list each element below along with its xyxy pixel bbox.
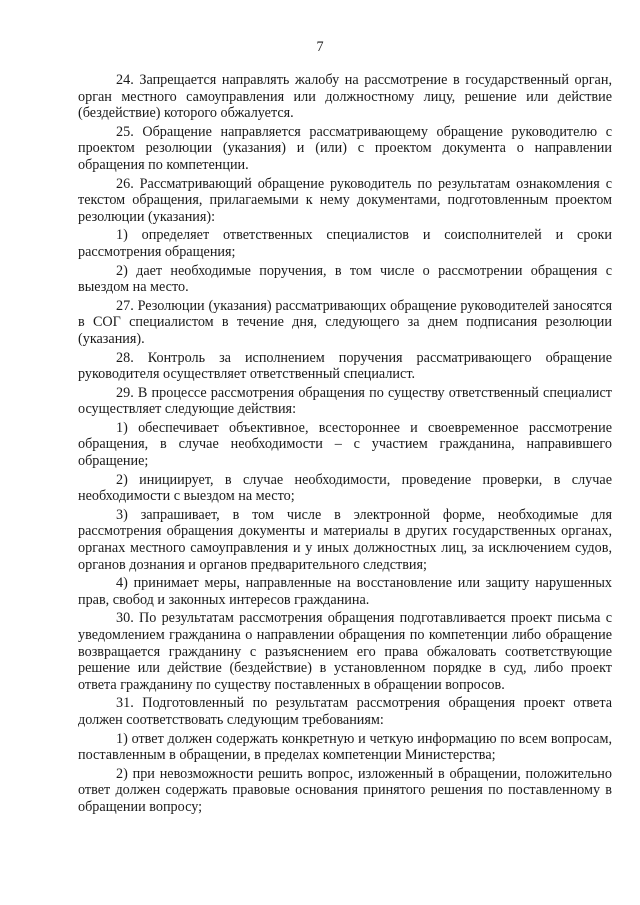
paragraph-31-item-2: 2) при невозможности решить вопрос, изложенный в обращении, положительно ответ должен содержать правовые основания принятого решения по поставленному в обращении вопросу; [78, 765, 612, 815]
paragraph-29-item-1: 1) обеспечивает объективное, всестороннее и своевременное рассмотрение обращения, в случае необходимости – с участием гражданина, направившего обращение; [78, 419, 612, 470]
paragraph-29: 29. В процессе рассмотрения обращения по существу ответственный специалист осуществляет следующие действия: [78, 384, 612, 418]
paragraph-30: 30. По результатам рассмотрения обращения подготавливается проект письма с уведомлением гражданина о направлении обращения по компетенции либо обращение возвращается гражданину с разъяснением его права обжаловать соответствующие решение или действие (бездействие) в установленном порядке в суд, либо проект ответа гражданину по существу поставленных в обращении вопросов. [78, 610, 612, 693]
paragraph-26: 26. Рассматривающий обращение руководитель по результатам ознакомления с текстом обращения, прилагаемыми к нему документами, подготовленным проектом резолюции (указания): [78, 175, 612, 225]
paragraph-26-item-1: 1) определяет ответственных специалистов и соисполнителей и сроки рассмотрения обращения; [78, 227, 612, 260]
paragraph-24: 24. Запрещается направлять жалобу на рассмотрение в государственный орган, орган местного самоуправления или должностному лицу, решение или действие (бездействие) которого обжалуется. [78, 72, 612, 122]
paragraph-28: 28. Контроль за исполнением поручения рассматривающего обращение руководителя осуществляет ответственный специалист. [78, 349, 612, 383]
paragraph-26-item-2: 2) дает необходимые поручения, в том числе о рассмотрении обращения с выездом на место. [78, 262, 612, 296]
paragraph-29-item-3: 3) запрашивает, в том числе в электронной форме, необходимые для рассмотрения обращения документы и материалы в других государственных органах, органах местного самоуправления и у иных должностных лиц, за исключением судов, органов дознания и органов предварительного следствия; [78, 506, 612, 573]
paragraph-31: 31. Подготовленный по результатам рассмотрения обращения проект ответа должен соответствовать следующим требованиям: [78, 695, 612, 728]
page-number: 7 [316, 39, 324, 55]
paragraph-29-item-2: 2) инициирует, в случае необходимости, проведение проверки, в случае необходимости с выездом на место; [78, 471, 612, 505]
paragraph-29-item-4: 4) принимает меры, направленные на восстановление или защиту нарушенных прав, свобод и законных интересов гражданина. [78, 575, 612, 608]
paragraph-31-item-1: 1) ответ должен содержать конкретную и четкую информацию по всем вопросам, поставленным в обращении, в пределах компетенции Министерства; [78, 730, 612, 764]
paragraph-25: 25. Обращение направляется рассматривающему обращение руководителю с проектом резолюции (указания) и (или) с проектом документа о направлении обращения по компетенции. [78, 123, 612, 173]
document-body [78, 72, 612, 818]
paragraph-27: 27. Резолюции (указания) рассматривающих обращение руководителей заносятся в СОГ специалистом в течение дня, следующего за днем подписания резолюции (указания). [78, 297, 612, 347]
